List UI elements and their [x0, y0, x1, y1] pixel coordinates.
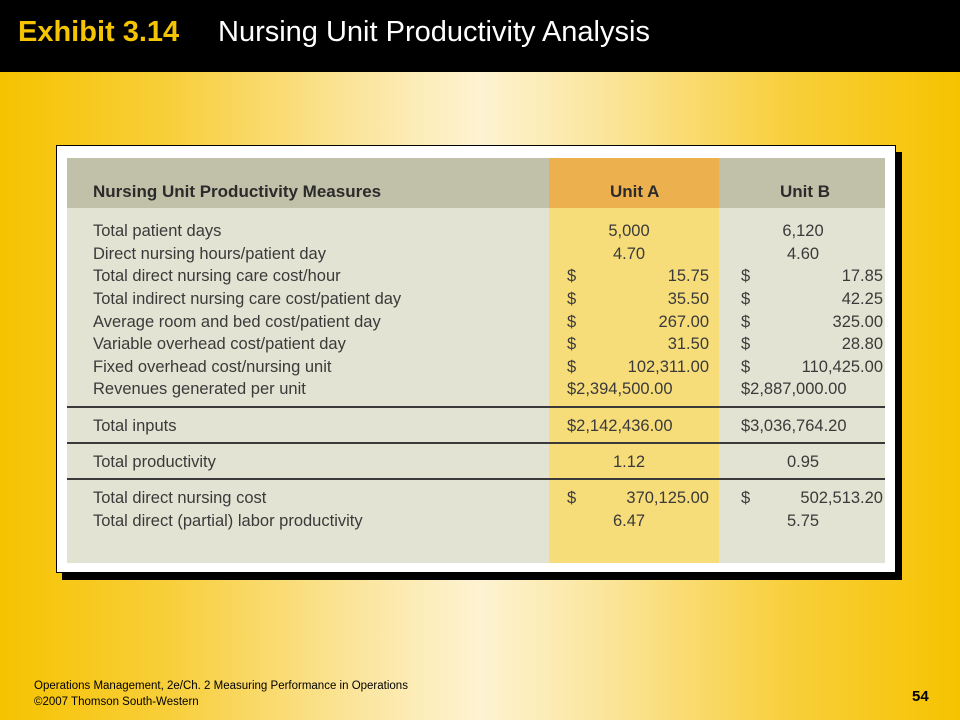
footer-copyright: ©2007 Thomson South-Western	[34, 696, 199, 708]
currency-symbol: $	[741, 335, 751, 353]
table-row	[67, 222, 885, 244]
row-label: Average room and bed cost/patient day	[93, 313, 381, 331]
footer-course-line: Operations Management, 2e/Ch. 2 Measuring Performance in Operations	[34, 680, 408, 692]
header-measures: Nursing Unit Productivity Measures	[93, 182, 382, 201]
unit-b-value: $3,036,764.20	[741, 417, 847, 435]
row-label: Revenues generated per unit	[93, 380, 306, 398]
title-bar	[0, 0, 960, 72]
amount: 102,311.00	[627, 358, 709, 376]
header-unit-a: Unit A	[610, 182, 660, 201]
amount: 502,513.20	[800, 489, 883, 507]
row-divider	[67, 406, 885, 408]
exhibit-label: Exhibit 3.14	[18, 16, 180, 48]
table-row	[67, 245, 885, 267]
row-label: Total direct nursing care cost/hour	[93, 267, 341, 285]
page-number: 54	[912, 688, 929, 705]
row-label: Total direct nursing cost	[93, 489, 267, 507]
row-label: Fixed overhead cost/nursing unit	[93, 358, 332, 376]
header-unit-b: Unit B	[780, 182, 831, 201]
amount: 31.50	[667, 335, 709, 353]
currency-symbol: $	[741, 313, 751, 331]
amount: 15.75	[667, 267, 709, 285]
amount: 28.80	[841, 335, 883, 353]
unit-a-value: 6.47	[612, 512, 646, 530]
unit-b-value: 4.60	[786, 245, 820, 263]
table-row	[67, 380, 885, 402]
currency-symbol: $	[567, 358, 577, 376]
row-label: Total patient days	[93, 222, 222, 240]
table-row	[67, 358, 885, 380]
unit-a-value: 1.12	[612, 453, 646, 471]
currency-symbol: $	[567, 335, 577, 353]
currency-symbol: $	[567, 489, 577, 507]
unit-a-value: 5,000	[608, 222, 650, 240]
currency-symbol: $	[741, 489, 751, 507]
unit-b-value: $2,887,000.00	[741, 380, 847, 398]
unit-b-value: 0.95	[786, 453, 820, 471]
currency-symbol: $	[741, 290, 751, 308]
unit-a-value: 4.70	[612, 245, 646, 263]
row-label: Total productivity	[93, 453, 216, 471]
table-row	[67, 267, 885, 289]
row-label: Variable overhead cost/patient day	[93, 335, 346, 353]
table-row	[67, 290, 885, 312]
table-row	[67, 489, 885, 511]
currency-symbol: $	[567, 290, 577, 308]
row-label: Total indirect nursing care cost/patient day	[93, 290, 402, 308]
row-label: Total inputs	[93, 417, 177, 435]
unit-a-value: $2,142,436.00	[567, 417, 673, 435]
currency-symbol: $	[567, 313, 577, 331]
currency-symbol: $	[567, 267, 577, 285]
unit-b-value: 6,120	[782, 222, 824, 240]
row-label: Direct nursing hours/patient day	[93, 245, 326, 263]
productivity-table	[67, 158, 885, 563]
row-label: Total direct (partial) labor productivity	[93, 512, 363, 530]
amount: 110,425.00	[801, 358, 883, 376]
amount: 325.00	[832, 313, 883, 331]
table-row	[67, 313, 885, 335]
table-row	[67, 417, 885, 439]
unit-a-value: $2,394,500.00	[567, 380, 673, 398]
unit-b-value: 5.75	[786, 512, 820, 530]
currency-symbol: $	[741, 358, 751, 376]
row-divider	[67, 478, 885, 480]
exhibit-card	[56, 145, 896, 573]
amount: 35.50	[667, 290, 709, 308]
table-row	[67, 512, 885, 534]
table-row	[67, 335, 885, 357]
row-divider	[67, 442, 885, 444]
currency-symbol: $	[741, 267, 751, 285]
amount: 267.00	[658, 313, 709, 331]
amount: 42.25	[841, 290, 883, 308]
amount: 17.85	[841, 267, 883, 285]
table-row	[67, 453, 885, 475]
amount: 370,125.00	[626, 489, 709, 507]
slide-title: Nursing Unit Productivity Analysis	[218, 16, 650, 48]
